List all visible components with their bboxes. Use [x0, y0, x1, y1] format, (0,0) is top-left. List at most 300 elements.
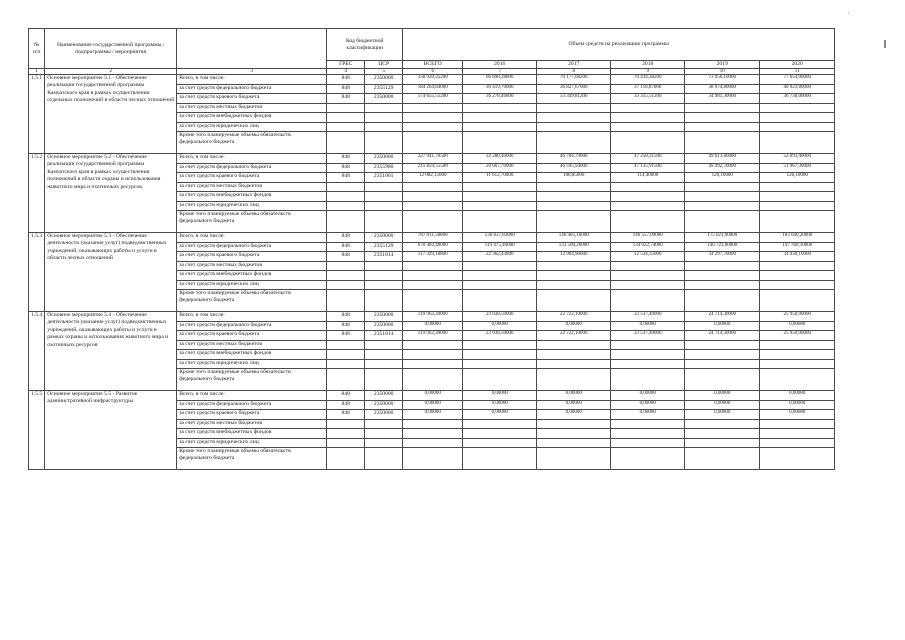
total-amount-cell: 215 859,55500 [403, 163, 463, 173]
total-amount-cell [403, 211, 463, 233]
year-amount-cell: 146 405,16000 [537, 233, 611, 243]
grbs-cell [327, 113, 365, 123]
grbs-cell [327, 280, 365, 290]
scan-mark [884, 40, 886, 48]
year-amount-cell: 136 837,83800 [463, 233, 537, 243]
funding-source-label: за счет средств внебюджетных фондов [177, 271, 327, 281]
year-amount-cell [537, 429, 611, 439]
total-amount-cell [403, 359, 463, 369]
funding-source-label: за счет средств федерального бюджета [177, 163, 327, 173]
funding-source-label: за счет средств местных бюджетов [177, 340, 327, 350]
year-amount-cell [685, 290, 760, 312]
year-amount-cell: 52 093,40000 [760, 154, 835, 164]
year-amount-cell [760, 290, 835, 312]
funding-source-label: Всего, в том числе: [177, 391, 327, 401]
year-amount-cell: 46 704,79000 [537, 154, 611, 164]
grbs-cell: 848 [327, 312, 365, 322]
grbs-cell [327, 271, 365, 281]
grbs-cell [327, 438, 365, 448]
year-amount-cell: 134 022,74000 [611, 242, 685, 252]
year-amount-cell: 0,00000 [537, 410, 611, 420]
year-amount-cell [611, 448, 685, 470]
column-index-5: 5 [365, 69, 403, 75]
year-amount-cell [685, 419, 760, 429]
funding-source-label: за счет средств юридических лиц [177, 359, 327, 369]
column-index-7: 7 [463, 69, 537, 75]
year-amount-cell: 73 956,10000 [685, 75, 760, 85]
year-amount-cell: 25 950,00000 [760, 331, 835, 341]
column-index-2: 2 [45, 69, 177, 75]
corner-mark: ' [848, 12, 850, 18]
year-amount-cell: 146 557,09000 [611, 233, 685, 243]
year-amount-cell [685, 429, 760, 439]
header-2017: 2017 [537, 61, 611, 69]
total-amount-cell [403, 290, 463, 312]
grbs-cell: 848 [327, 252, 365, 262]
year-amount-cell [611, 132, 685, 154]
year-amount-cell: 23 038,50000 [463, 312, 537, 322]
year-amount-cell [760, 359, 835, 369]
year-amount-cell [537, 438, 611, 448]
column-index-9: 9 [611, 69, 685, 75]
column-index-11: 11 [760, 69, 835, 75]
section-name: Основное мероприятие 5.5 - Развитие административной инфраструктуры [45, 391, 177, 470]
year-amount-cell: 24 714,30000 [685, 331, 760, 341]
year-amount-cell [463, 438, 537, 448]
year-amount-cell: 70 434,38200 [611, 75, 685, 85]
year-amount-cell [611, 429, 685, 439]
year-amount-cell: 49 613,80000 [685, 154, 760, 164]
year-amount-cell [537, 113, 611, 123]
csr-cell [365, 280, 403, 290]
funding-source-label: Кроме того планируемые объемы обязательств федерального бюджета [177, 369, 327, 391]
funding-source-label: Всего, в том числе: [177, 154, 327, 164]
csr-cell: 2355980 [365, 163, 403, 173]
year-amount-cell: 77 654,00000 [760, 75, 835, 85]
year-amount-cell: 0,00000 [611, 391, 685, 401]
year-amount-cell [685, 280, 760, 290]
year-amount-cell [611, 261, 685, 271]
grbs-cell: 848 [327, 84, 365, 94]
year-amount-cell [685, 192, 760, 202]
year-amount-cell [685, 201, 760, 211]
funding-source-label: за счет средств краевого бюджета [177, 94, 327, 104]
section-number: 1.5.5 [29, 391, 45, 470]
year-amount-cell [760, 113, 835, 123]
csr-cell [365, 182, 403, 192]
year-amount-cell: 0,00000 [760, 400, 835, 410]
year-amount-cell: 34 297,70000 [685, 252, 760, 262]
csr-cell [365, 103, 403, 113]
year-amount-cell: 30 419,70000 [463, 84, 537, 94]
grbs-cell [327, 429, 365, 439]
csr-cell: 2350000 [365, 154, 403, 164]
csr-cell [365, 340, 403, 350]
funding-source-label: за счет средств юридических лиц [177, 280, 327, 290]
total-amount-cell: 0,00000 [403, 410, 463, 420]
year-amount-cell [685, 211, 760, 233]
total-amount-cell [403, 369, 463, 391]
funding-source-label: за счет средств краевого бюджета [177, 410, 327, 420]
year-amount-cell [463, 132, 537, 154]
year-amount-cell: 33 315,51200 [611, 94, 685, 104]
header-2020: 2020 [760, 61, 835, 69]
year-amount-cell: 36 730,00000 [760, 94, 835, 104]
funding-source-label: Кроме того планируемые объемы обязательств федерального бюджета [177, 290, 327, 312]
year-amount-cell [760, 429, 835, 439]
year-amount-cell [463, 290, 537, 312]
year-amount-cell [611, 201, 685, 211]
total-amount-cell [403, 122, 463, 132]
total-amount-cell [403, 201, 463, 211]
grbs-cell: 848 [327, 94, 365, 104]
year-amount-cell [537, 201, 611, 211]
header-blank [177, 29, 327, 69]
csr-cell [365, 201, 403, 211]
year-amount-cell: 0,00000 [611, 321, 685, 331]
year-amount-cell [760, 340, 835, 350]
csr-cell: 2350000 [365, 400, 403, 410]
year-amount-cell: 23 537,40000 [611, 312, 685, 322]
grbs-cell: 848 [327, 163, 365, 173]
csr-cell [365, 122, 403, 132]
year-amount-cell [537, 271, 611, 281]
csr-cell [365, 261, 403, 271]
grbs-cell [327, 182, 365, 192]
funding-source-label: за счет средств федерального бюджета [177, 400, 327, 410]
grbs-cell [327, 201, 365, 211]
year-amount-cell [685, 271, 760, 281]
table-row [29, 391, 835, 401]
funding-source-label: за счет средств юридических лиц [177, 438, 327, 448]
year-amount-cell: 40 923,80000 [760, 84, 835, 94]
year-amount-cell [537, 122, 611, 132]
csr-cell [365, 271, 403, 281]
year-amount-cell: 0,00000 [760, 410, 835, 420]
year-amount-cell: 33 349,81200 [537, 94, 611, 104]
funding-source-label: Всего, в том числе: [177, 312, 327, 322]
total-amount-cell [403, 182, 463, 192]
year-amount-cell [611, 290, 685, 312]
csr-cell: 2350000 [365, 321, 403, 331]
header-row-1 [29, 29, 835, 61]
year-amount-cell [611, 271, 685, 281]
total-amount-cell: 358 920,35200 [403, 75, 463, 85]
total-amount-cell: 12 082,15000 [403, 173, 463, 183]
grbs-cell: 848 [327, 321, 365, 331]
year-amount-cell [685, 103, 760, 113]
year-amount-cell: 114 475,40000 [463, 242, 537, 252]
total-amount-cell: 227 941,70500 [403, 154, 463, 164]
year-amount-cell [537, 350, 611, 360]
year-amount-cell [537, 211, 611, 233]
total-amount-cell: 787 811,58800 [403, 233, 463, 243]
csr-cell [365, 369, 403, 391]
year-amount-cell: 24 714,30000 [685, 312, 760, 322]
total-amount-cell [403, 271, 463, 281]
year-amount-cell: 0,00000 [611, 400, 685, 410]
year-amount-cell: 11 612,70000 [463, 173, 537, 183]
header-num: № п/п [29, 29, 45, 69]
year-amount-cell: 37 118,87000 [611, 84, 685, 94]
year-amount-cell: 0,00000 [685, 400, 760, 410]
csr-cell: 2351014 [365, 331, 403, 341]
csr-cell: 2355129 [365, 84, 403, 94]
grbs-cell [327, 369, 365, 391]
year-amount-cell [537, 261, 611, 271]
section-name: Основное мероприятие 5.1 - Обеспечение реализации государственной программы Камчатского края в рамках осуществления отдельных полномочий в области лесных отношений [45, 75, 177, 154]
year-amount-cell [685, 340, 760, 350]
year-amount-cell: 51 967,30000 [760, 163, 835, 173]
csr-cell: 2350000 [365, 75, 403, 85]
year-amount-cell [463, 182, 537, 192]
csr-cell [365, 350, 403, 360]
csr-cell [365, 429, 403, 439]
funding-source-label: за счет средств внебюджетных фондов [177, 350, 327, 360]
funding-source-label: Кроме того планируемые объемы обязательств федерального бюджета [177, 132, 327, 154]
year-amount-cell [611, 113, 685, 123]
year-amount-cell: 38 974,80000 [685, 84, 760, 94]
year-amount-cell: 133 500,26000 [537, 242, 611, 252]
budget-table-sheet [28, 28, 835, 470]
year-amount-cell [463, 429, 537, 439]
year-amount-cell [685, 438, 760, 448]
year-amount-cell [760, 350, 835, 360]
grbs-cell [327, 448, 365, 470]
year-amount-cell [685, 359, 760, 369]
year-amount-cell: 12 534,35000 [611, 252, 685, 262]
year-amount-cell [760, 271, 835, 281]
csr-cell: 2350000 [365, 312, 403, 322]
grbs-cell: 848 [327, 233, 365, 243]
grbs-cell [327, 122, 365, 132]
year-amount-cell: 70 177,68200 [537, 75, 611, 85]
year-amount-cell: 108,85000 [537, 173, 611, 183]
year-amount-cell: 126,10000 [760, 173, 835, 183]
year-amount-cell [611, 438, 685, 448]
section-number: 1.5.1 [29, 75, 45, 154]
year-amount-cell: 0,00000 [685, 410, 760, 420]
grbs-cell [327, 340, 365, 350]
grbs-cell [327, 103, 365, 113]
year-amount-cell: 0,00000 [463, 391, 537, 401]
csr-cell [365, 359, 403, 369]
year-amount-cell [760, 448, 835, 470]
year-amount-cell [611, 122, 685, 132]
csr-cell: 2350000 [365, 94, 403, 104]
header-code: Код бюджетной классификации [327, 29, 403, 61]
year-amount-cell [685, 448, 760, 470]
funding-source-label: за счет средств внебюджетных фондов [177, 113, 327, 123]
table-row [29, 233, 835, 243]
year-amount-cell: 23 537,40000 [611, 331, 685, 341]
funding-source-label: за счет средств внебюджетных фондов [177, 429, 327, 439]
year-amount-cell: 49 492,70000 [685, 163, 760, 173]
funding-source-label: за счет средств федерального бюджета [177, 242, 327, 252]
funding-source-label: за счет средств местных бюджетов [177, 419, 327, 429]
year-amount-cell [463, 350, 537, 360]
total-amount-cell: 670 482,40000 [403, 242, 463, 252]
year-amount-cell [463, 280, 537, 290]
year-amount-cell: 0,00000 [463, 321, 537, 331]
total-amount-cell: 184 264,84000 [403, 84, 463, 94]
year-amount-cell [760, 132, 835, 154]
grbs-cell: 848 [327, 391, 365, 401]
year-amount-cell: 22 722,10000 [537, 331, 611, 341]
year-amount-cell [611, 369, 685, 391]
year-amount-cell [537, 182, 611, 192]
year-amount-cell: 66 698,28800 [463, 75, 537, 85]
year-amount-cell: 34 981,30000 [685, 94, 760, 104]
year-amount-cell [537, 340, 611, 350]
grbs-cell [327, 359, 365, 369]
csr-cell [365, 290, 403, 312]
year-amount-cell [611, 211, 685, 233]
table-row [29, 154, 835, 164]
year-amount-cell [611, 350, 685, 360]
year-amount-cell [463, 419, 537, 429]
grbs-cell [327, 132, 365, 154]
year-amount-cell [760, 182, 835, 192]
year-amount-cell: 20 667,70000 [463, 163, 537, 173]
year-amount-cell: 0,00000 [685, 321, 760, 331]
year-amount-cell: 46 595,94000 [537, 163, 611, 173]
section-number: 1.5.3 [29, 233, 45, 312]
funding-source-label: Кроме того планируемые объемы обязательств федерального бюджета [177, 448, 327, 470]
year-amount-cell [611, 103, 685, 113]
year-amount-cell: 114,40000 [611, 173, 685, 183]
year-amount-cell [760, 438, 835, 448]
year-amount-cell [463, 211, 537, 233]
year-amount-cell [537, 290, 611, 312]
year-amount-cell: 0,00000 [463, 410, 537, 420]
year-amount-cell: 22 362,43800 [463, 252, 537, 262]
funding-source-label: за счет средств юридических лиц [177, 201, 327, 211]
year-amount-cell: 140 723,00000 [685, 242, 760, 252]
funding-source-label: за счет средств местных бюджетов [177, 103, 327, 113]
funding-source-label: за счет средств юридических лиц [177, 122, 327, 132]
total-amount-cell [403, 340, 463, 350]
csr-cell: 2350000 [365, 410, 403, 420]
year-amount-cell: 32 280,40000 [463, 154, 537, 164]
funding-source-label: за счет средств краевого бюджета [177, 331, 327, 341]
grbs-cell: 848 [327, 331, 365, 341]
grbs-cell [327, 290, 365, 312]
year-amount-cell [537, 419, 611, 429]
table-row [29, 312, 835, 322]
year-amount-cell [760, 201, 835, 211]
year-amount-cell: 23 038,50000 [463, 331, 537, 341]
year-amount-cell: 0,00000 [760, 321, 835, 331]
section-number: 1.5.4 [29, 312, 45, 391]
funding-source-label: за счет средств федерального бюджета [177, 321, 327, 331]
funding-source-label: Всего, в том числе: [177, 233, 327, 243]
year-amount-cell [760, 122, 835, 132]
year-amount-cell [760, 211, 835, 233]
grbs-cell: 848 [327, 75, 365, 85]
total-amount-cell [403, 192, 463, 202]
year-amount-cell [611, 419, 685, 429]
year-amount-cell [760, 261, 835, 271]
total-amount-cell [403, 103, 463, 113]
year-amount-cell [463, 340, 537, 350]
grbs-cell [327, 419, 365, 429]
header-volume: Объем средств на реализацию программы [403, 29, 835, 61]
funding-source-label: Всего, в том числе: [177, 75, 327, 85]
grbs-cell [327, 211, 365, 233]
csr-cell: 2351001 [365, 173, 403, 183]
csr-cell: 2350000 [365, 391, 403, 401]
year-amount-cell [463, 448, 537, 470]
year-amount-cell [537, 448, 611, 470]
header-csr: ЦСР [365, 61, 403, 69]
section-name: Основное мероприятие 5.2 - Обеспечение реализации государственной программы Камчатского края в рамках осуществления полномочий в области охраны и использования животного мира и охотничьих ресурсов [45, 154, 177, 233]
year-amount-cell: 12 904,90000 [537, 252, 611, 262]
header-2019: 2019 [685, 61, 760, 69]
total-amount-cell: 119 962,30000 [403, 331, 463, 341]
year-amount-cell: 0,00000 [537, 391, 611, 401]
total-amount-cell: 119 962,30000 [403, 312, 463, 322]
year-amount-cell [685, 122, 760, 132]
year-amount-cell [760, 103, 835, 113]
csr-cell [365, 192, 403, 202]
column-index-3: 3 [177, 69, 327, 75]
grbs-cell: 848 [327, 173, 365, 183]
year-amount-cell: 0,00000 [537, 321, 611, 331]
year-amount-cell: 147 760,10000 [760, 242, 835, 252]
total-amount-cell [403, 113, 463, 123]
year-amount-cell [463, 122, 537, 132]
year-amount-cell: 175 021,90000 [685, 233, 760, 243]
year-amount-cell: 47 250,31500 [611, 154, 685, 164]
total-amount-cell [403, 132, 463, 154]
total-amount-cell: 0,00000 [403, 400, 463, 410]
grbs-cell [327, 261, 365, 271]
year-amount-cell: 0,00000 [537, 400, 611, 410]
total-amount-cell [403, 280, 463, 290]
funding-source-label: Кроме того планируемые объемы обязательств федерального бюджета [177, 211, 327, 233]
csr-cell: 2355129 [365, 242, 403, 252]
year-amount-cell [463, 103, 537, 113]
total-amount-cell [403, 350, 463, 360]
column-index-10: 10 [685, 69, 760, 75]
year-amount-cell [611, 192, 685, 202]
header-name: Наименование государственной программы / подпрограммы / мероприятия [45, 29, 177, 69]
year-amount-cell [463, 369, 537, 391]
year-amount-cell [537, 192, 611, 202]
column-index-4: 4 [327, 69, 365, 75]
year-amount-cell [685, 350, 760, 360]
funding-source-label: за счет средств местных бюджетов [177, 261, 327, 271]
csr-cell: 2350000 [365, 233, 403, 243]
funding-source-label: за счет средств краевого бюджета [177, 173, 327, 183]
year-amount-cell: 0,00000 [611, 410, 685, 420]
section-number: 1.5.2 [29, 154, 45, 233]
year-amount-cell: 25 950,00000 [760, 312, 835, 322]
year-amount-cell: 36 827,67000 [537, 84, 611, 94]
column-index-8: 8 [537, 69, 611, 75]
year-amount-cell: 47 135,91500 [611, 163, 685, 173]
funding-source-label: за счет средств местных бюджетов [177, 182, 327, 192]
year-amount-cell [537, 359, 611, 369]
year-amount-cell [463, 261, 537, 271]
total-amount-cell [403, 419, 463, 429]
year-amount-cell [685, 369, 760, 391]
csr-cell [365, 419, 403, 429]
column-index-6: 6 [403, 69, 463, 75]
year-amount-cell: 120,10000 [685, 173, 760, 183]
column-index-1: 1 [29, 69, 45, 75]
